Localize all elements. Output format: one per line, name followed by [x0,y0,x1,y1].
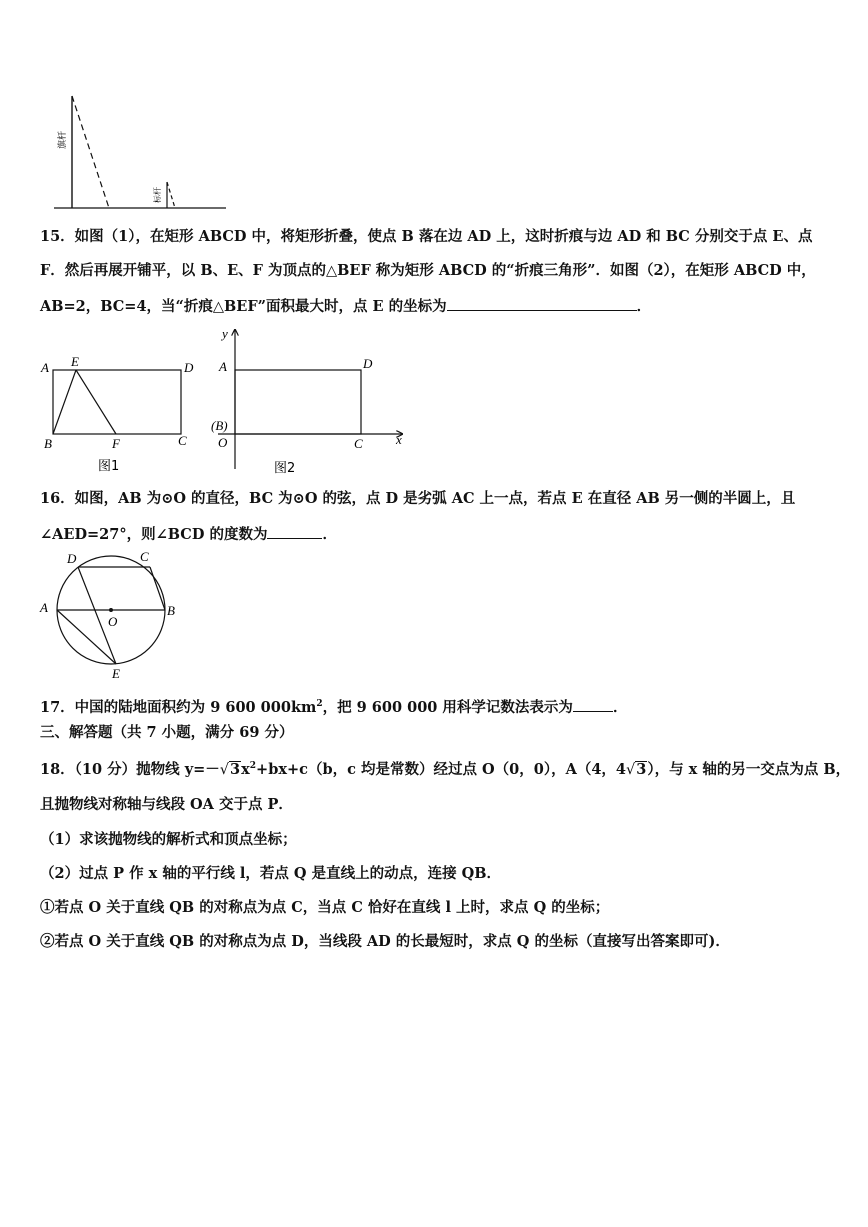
q18-sqrt2: 3 [636,761,647,778]
fig1-label-e: E [71,354,79,369]
q16-label-e: E [112,666,120,681]
q16-label-a: A [40,600,48,615]
q16-label-c: C [140,549,149,564]
fig1-caption: 图1 [98,459,120,474]
fig2-caption: 图2 [274,461,296,476]
q18-sub1: （1）求该抛物线的解析式和顶点坐标； [40,831,297,848]
q18-line1: 18．（10 分）抛物线 $y=-√3x^2+bx+c(b$，c 均是常数）经过点 O（0，0），A（4，4√3），与 x 轴的另一交点为点 B， [40,761,851,778]
fig2-label-y: y [222,326,228,341]
flagpole-figure [50,90,240,215]
q18-line2: 且抛物线对称轴与线段 OA 交于点 P． [40,796,293,813]
q17-suffix: ． [612,699,628,716]
fig1-label-c: C [178,433,187,448]
q18-p4: ），与 x 轴的另一交点为点 B， [647,761,851,778]
q16-line2 [40,524,337,545]
q15-line3 [40,296,651,317]
q17-prefix: 17．中国的陆地面积约为 9 600 000km [40,699,317,716]
q17-answer-blank [573,697,613,712]
q16-label-d: D [67,551,77,566]
fig1-label-d: D [184,360,194,375]
q16-circle-figure [36,547,186,682]
q18-sqrt1: 3 [230,761,241,778]
q16-label-b: B [167,603,175,618]
fig1-label-a: A [41,360,49,375]
q15-figure-1 [36,352,206,477]
q16-label-o: O [108,614,118,629]
q16-line1: 16．如图，AB 为⊙O 的直径，BC 为⊙O 的弦，点 D 是劣弧 AC 上一点，若点 E 在直径 AB 另一侧的半圆上，且 [40,490,796,507]
fig2-label-c: C [354,436,363,451]
q15-line3-suffix: ． [636,298,652,315]
q17-line [40,694,627,718]
q17-middle: ，把 9 600 000 用科学记数法表示为 [322,699,573,716]
q15-line3-prefix: AB=2，BC=4，当“折痕△BEF”面积最大时，点 E 的坐标为 [40,298,447,315]
fig2-label-b: (B) [211,418,228,433]
q15-line2: F．然后再展开铺平，以 B、E、F 为顶点的△BEF 称为矩形 ABCD 的“折痕三角形”．如图（2），在矩形 ABCD 中， [40,262,816,279]
q18-sub2: （2）过点 P 作 x 轴的平行线 l，若点 Q 是直线上的动点，连接 QB． [40,865,502,882]
fig2-label-o: O [218,435,228,450]
marker-pole-label: 标杆 [153,187,162,203]
fig2-label-x: x [396,432,402,447]
q18-p3: +bx+c（b，c 均是常数）经过点 O（0，0），A（4，4 [256,761,627,778]
fig1-label-b: B [44,436,52,451]
q17-sup: 2 [316,699,323,709]
q16-line2-prefix: ∠AED=27°，则∠BCD 的度数为 [40,526,268,543]
q15-line1: 15．如图（1），在矩形 ABCD 中，将矩形折叠，使点 B 落在边 AD 上，这时折痕与边 AD 和 BC 分别交于点 E、点 [40,228,813,245]
fig2-label-a: A [219,359,227,374]
fig2-label-d: D [363,356,373,371]
section-3-heading: 三、解答题（共 7 小题，满分 69 分） [40,724,294,741]
q16-answer-blank [267,524,322,539]
q15-figure-2 [208,324,408,479]
flagpole-label: 旗杆 [58,130,68,150]
q18-p2: x [241,761,250,778]
q18-sub2-2: ②若点 O 关于直线 QB 的对称点为点 D，当线段 AD 的长最短时，求点 Q 的坐标（直接写出答案即可)． [40,933,730,950]
q18-sub2-1: ①若点 O 关于直线 QB 的对称点为点 C，当点 C 恰好在直线 l 上时，求点 Q 的坐标； [40,899,610,916]
q18-sup: 2 [249,761,257,771]
q15-answer-blank [447,296,637,311]
fig1-label-f: F [112,436,120,451]
q16-line2-suffix: ． [322,526,337,543]
q18-p1: 18．（10 分）抛物线 y=－ [40,761,220,778]
